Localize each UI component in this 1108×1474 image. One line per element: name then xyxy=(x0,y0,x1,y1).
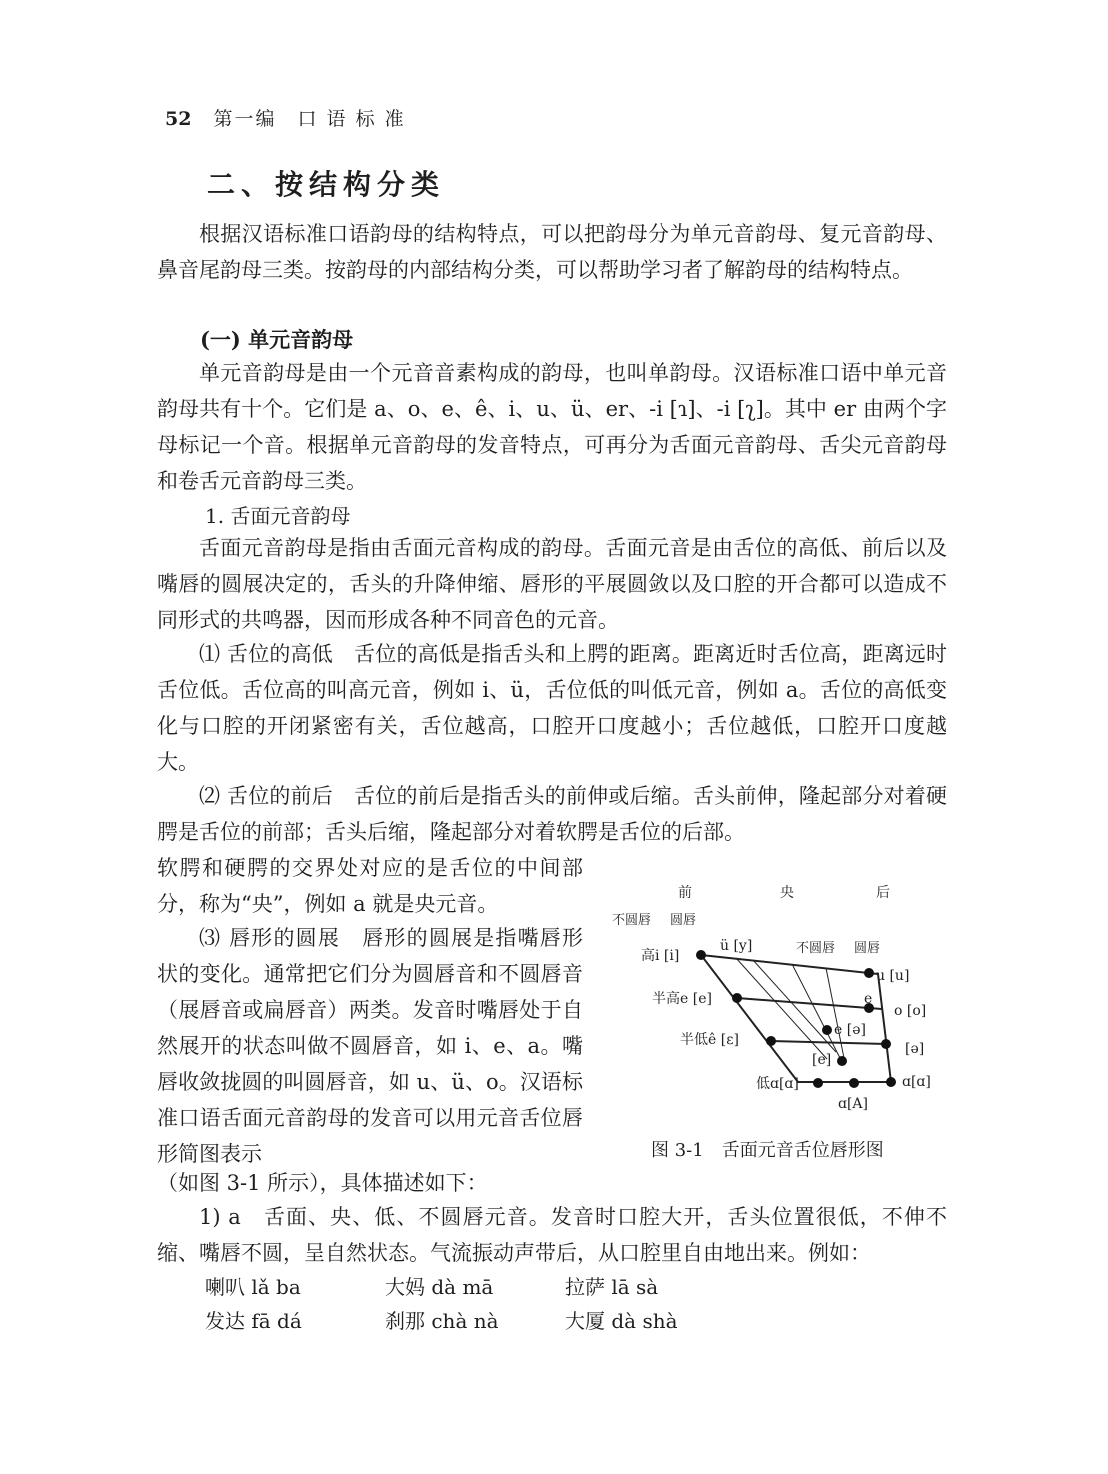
label-central: 央 xyxy=(780,885,794,901)
figure-caption: 图 3-1 舌面元音舌位唇形图 xyxy=(651,1140,884,1161)
example-word: 拉萨 lā sà xyxy=(565,1275,659,1299)
vowel-point xyxy=(849,1078,859,1088)
quadrilateral-outline xyxy=(701,955,891,1082)
label-low-a: 低ɑ[ɑ] xyxy=(756,1076,799,1092)
vowel-point xyxy=(864,968,874,978)
example-word: 刹那 chà nà xyxy=(385,1309,499,1333)
vowel-point xyxy=(822,1025,832,1035)
label-unrounded-left: 不圆唇 xyxy=(612,913,652,928)
vowel-point xyxy=(732,993,742,1003)
example-row xyxy=(205,1271,745,1300)
vowel-point xyxy=(881,1039,891,1049)
label-mid-high-e: 半高e [e] xyxy=(652,991,712,1007)
label-e-back: e xyxy=(864,991,873,1007)
example-word: 喇叭 lǎ ba xyxy=(205,1275,301,1299)
label-o: o [o] xyxy=(894,1003,927,1019)
single-vowel-paragraph: 单元音韵母是由一个元音音素构成的韵母，也叫单韵母。汉语标准口语中单元音韵母共有十个。它们是 a、o、e、ê、i、u、ü、er、-i [ɿ]、-i [ʅ]。其中 er 由两个字母标记一个音。根据单元音韵母的发音特点，可再分为舌面元音韵母、舌尖元音韵母和卷舌元音韵母三类。 xyxy=(157,361,947,493)
example-word: 发达 fā dá xyxy=(205,1309,302,1333)
central-line xyxy=(736,958,827,1059)
label-e-bracket: [e] xyxy=(812,1052,832,1068)
label-rounded-right: 圆唇 xyxy=(854,941,881,956)
label-u-umlaut: ü [y] xyxy=(720,938,753,954)
label-a-central: ɑ[A] xyxy=(838,1096,868,1112)
vowel-point xyxy=(813,1078,823,1088)
label-front: 前 xyxy=(678,885,692,901)
vowel-point xyxy=(766,1036,776,1046)
page-number: 52 xyxy=(165,108,192,130)
label-rounded-left: 圆唇 xyxy=(670,913,697,928)
tongue-vowel-paragraph: 舌面元音韵母是指由舌面元音构成的韵母。舌面元音是由舌位的高低、前后以及嘴唇的圆展决定的，舌头的升降伸缩、唇形的平展圆敛以及口腔的开合都可以造成不同形式的共鸣器，因而形成各种不同音色的元音。 xyxy=(157,536,947,632)
vowel-points xyxy=(696,950,896,1088)
label-e-central: e [ə] xyxy=(834,1022,866,1038)
tongue-front-back-paragraph: ⑵ 舌位的前后 舌位的前后是指舌头的前伸或后缩。舌头前伸，隆起部分对着硬腭是舌位的前部；舌头后缩，隆起部分对着软腭是舌位的后部。 xyxy=(157,784,947,844)
vowel-point xyxy=(696,950,706,960)
vowel-point xyxy=(886,1077,896,1087)
label-mid-low-e: 半低ê [ε] xyxy=(680,1032,739,1048)
tongue-front-back-continued: 软腭和硬腭的交界处对应的是舌位的中间部分，称为“央”，例如 a 就是央元音。 xyxy=(157,856,583,916)
running-header xyxy=(165,104,406,131)
example-row xyxy=(205,1305,745,1334)
running-title: 第一编 口 语 标 准 xyxy=(213,108,406,130)
lip-shape-tail: （如图 3-1 所示），具体描述如下： xyxy=(157,1171,488,1195)
subsection-title: (一) 单元音韵母 xyxy=(200,327,354,352)
section-title: 二、按结构分类 xyxy=(207,168,446,201)
label-schwa: [ə] xyxy=(905,1041,925,1057)
label-back: 后 xyxy=(876,885,890,901)
example-word: 大妈 dà mā xyxy=(385,1275,494,1299)
label-unrounded-right: 不圆唇 xyxy=(796,941,836,956)
vowel-quadrilateral-diagram xyxy=(608,878,954,1128)
vowel-grid xyxy=(701,955,891,1082)
tongue-height-paragraph: ⑴ 舌位的高低 舌位的高低是指舌头和上腭的距离。距离近时舌位高，距离远时舌位低。舌位高的叫高元音，例如 i、ü，舌位低的叫低元音，例如 a。舌位的高低变化与口腔的开闭紧密有关，舌位越高，口腔开口度越小；舌位越低，口腔开口度越大。 xyxy=(157,642,947,774)
label-high-i: 高i [i] xyxy=(641,948,680,964)
vowel-point xyxy=(837,1056,847,1066)
mid-high-line xyxy=(737,998,882,1009)
label-a-back: ɑ[ɑ] xyxy=(902,1074,931,1090)
reference-lines xyxy=(736,958,844,1059)
lip-shape-paragraph: ⑶ 唇形的圆展 唇形的圆展是指嘴唇形状的变化。通常把它们分为圆唇音和不圆唇音（展唇音或扁唇音）两类。发音时嘴唇处于自然展开的状态叫做不圆唇音，如 i、e、a。嘴唇收敛拢圆的叫圆唇音，如 u、ü、o。汉语标准口语舌面元音韵母的发音可以用元音舌位唇形简图表示 xyxy=(157,926,583,1166)
intro-paragraph: 根据汉语标准口语韵母的结构特点，可以把韵母分为单元音韵母、复元音韵母、鼻音尾韵母三类。按韵母的内部结构分类，可以帮助学习者了解韵母的结构特点。 xyxy=(157,222,947,282)
example-word: 大厦 dà shà xyxy=(565,1309,678,1333)
label-u: u [u] xyxy=(876,968,910,984)
subsubsection-title: 1. 舌面元音韵母 xyxy=(205,504,351,528)
vowel-a-paragraph: 1) a 舌面、央、低、不圆唇元音。发音时口腔大开，舌头位置很低，不伸不缩、嘴唇不圆，呈自然状态。气流振动声带后，从口腔里自由地出来。例如： xyxy=(157,1205,947,1265)
